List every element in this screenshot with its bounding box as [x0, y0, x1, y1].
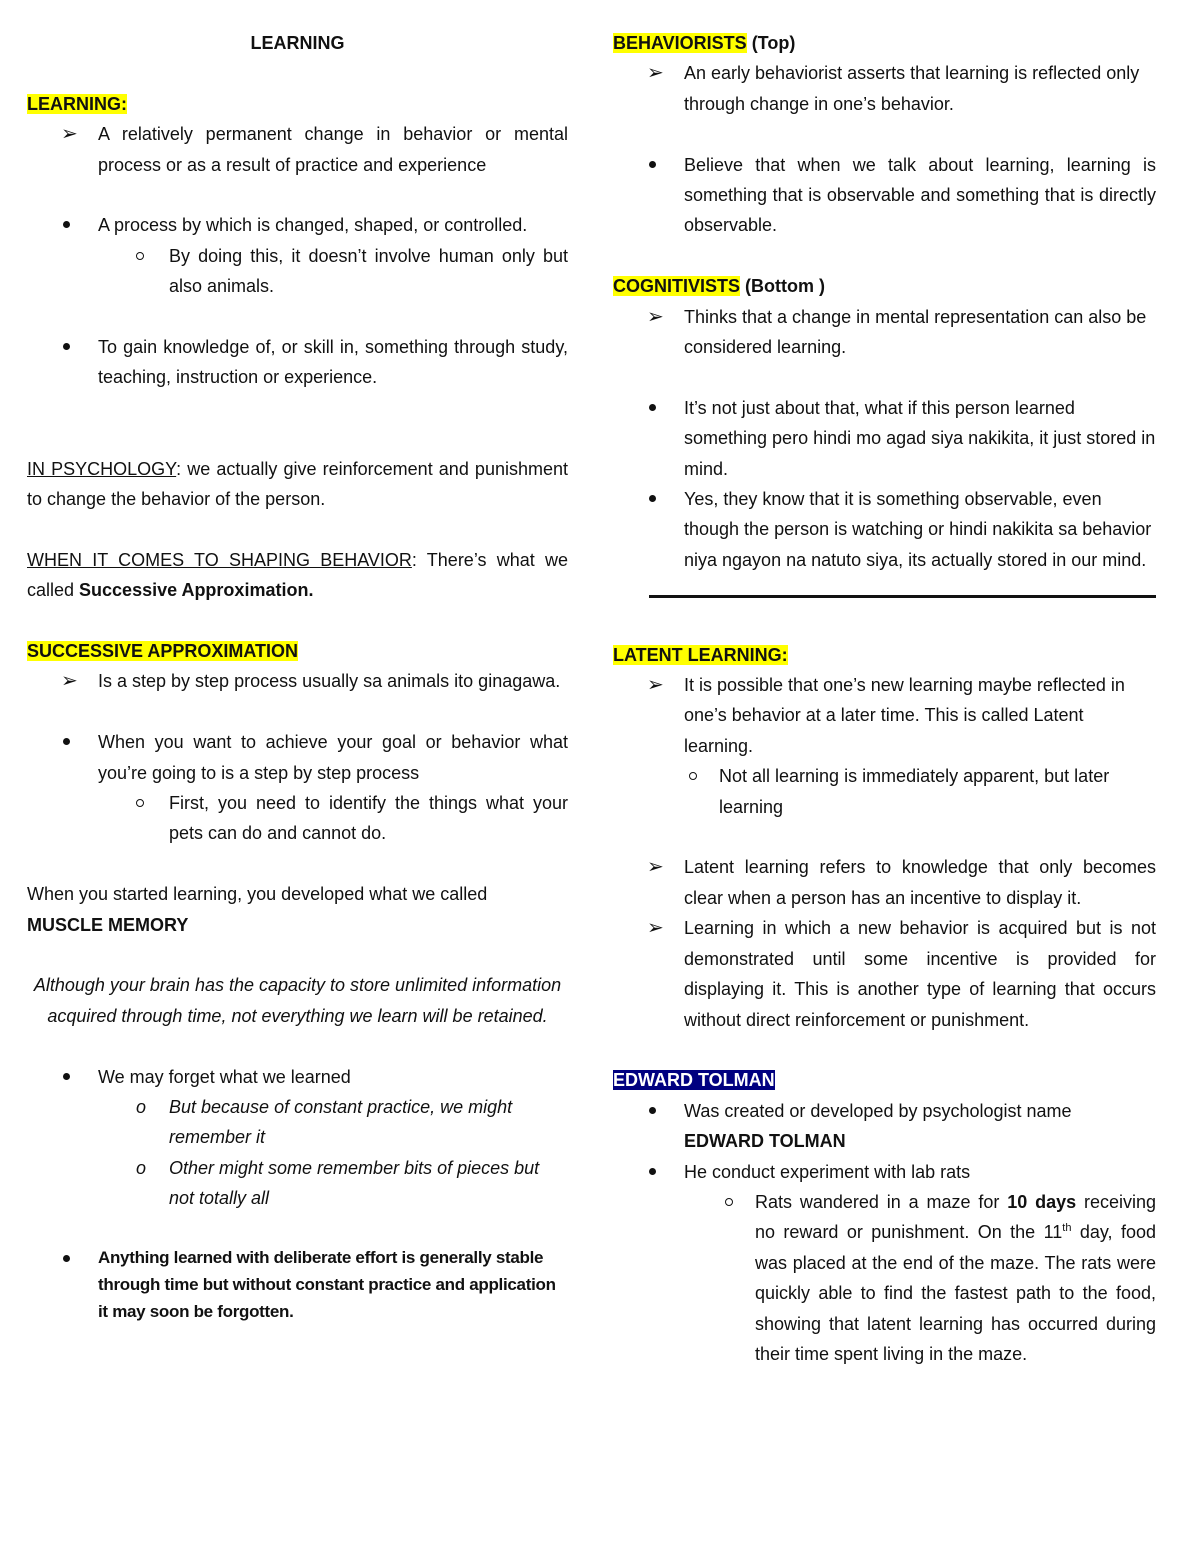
sa-first: First, you need to identify the things what your pets can do and cannot do.	[169, 793, 568, 844]
list-item	[27, 727, 568, 788]
list-item	[27, 1092, 568, 1153]
list-item	[613, 1157, 1156, 1187]
shaping-text: : There’s what we called	[27, 549, 568, 601]
rats-text-a: Rats wandered in a maze for	[755, 1191, 1008, 1212]
list-item	[27, 210, 568, 240]
arrow-bullet-icon: ➢	[647, 917, 664, 940]
muscle-memory-text: When you started learning, you developed what we called	[27, 884, 488, 905]
process-sub: By doing this, it doesn’t involve human only but also animals.	[169, 245, 568, 297]
shaping-paragraph	[27, 545, 568, 606]
list-item	[27, 241, 568, 302]
list-item	[613, 484, 1156, 575]
bullet-dot-icon	[649, 404, 656, 411]
list-item	[27, 1244, 568, 1325]
list-item	[613, 761, 1156, 822]
effort-bullet: Anything learned with deliberate effort is generally stable through time but without constant practice and application it may soon be forgotten.	[98, 1248, 556, 1322]
cognitivist-bullet-2: Yes, they know that it is something observable, even though the person is watching or hindi nakikita sa behavior niya ngayon na natuto siya, its actually stored in our mind.	[684, 489, 1152, 570]
cognitivist-bullet-1: It’s not just about that, what if this person learned something pero hindi mo agad siya nakikita, it just stored in mind.	[684, 397, 1156, 479]
list-item	[613, 150, 1156, 241]
page-title: LEARNING	[250, 33, 345, 53]
right-column	[613, 28, 1156, 1369]
learning-heading	[27, 89, 568, 119]
tolman-bullet-1: Was created or developed by psychologist name	[684, 1100, 1072, 1121]
successive-approximation-heading	[27, 636, 568, 666]
latent-arrow-1: It is possible that one’s new learning maybe reflected in one’s behavior at a later time. This is called Latent learning.	[684, 675, 1125, 756]
list-item	[613, 670, 1156, 761]
cognitivist-arrow: Thinks that a change in mental representation can also be considered learning.	[684, 306, 1147, 358]
list-item	[613, 852, 1156, 913]
gain-bullet: To gain knowledge of, or skill in, something through study, teaching, instruction or experience.	[98, 337, 568, 388]
learning-heading-label: LEARNING:	[27, 93, 127, 114]
rats-text-c: day, food was placed at the end of the maze. The rats were quickly able to find the fastest path to the food, showing that latent learning has occurred during their time spent living in the maze.	[755, 1222, 1156, 1364]
arrow-bullet-icon: ➢	[647, 674, 664, 697]
list-item	[27, 788, 568, 849]
behaviorists-suffix: (Top)	[746, 33, 796, 53]
circle-bullet-icon: o	[136, 1157, 147, 1178]
sa-definition: Is a step by step process usually sa animals ito ginagawa.	[98, 671, 561, 692]
arrow-bullet-icon: ➢	[61, 123, 78, 146]
list-item	[613, 302, 1156, 363]
bullet-dot-icon	[649, 1107, 656, 1114]
psychology-paragraph	[27, 454, 568, 515]
arrow-bullet-icon: ➢	[61, 670, 78, 693]
left-column	[27, 28, 568, 1325]
circle-bullet-icon	[136, 252, 144, 260]
list-item	[27, 1062, 568, 1092]
latent-arrow-2: Latent learning refers to knowledge that only becomes clear when a person has an incentive to display it.	[684, 857, 1156, 908]
process-bullet: A process by which is changed, shaped, or controlled.	[98, 215, 528, 236]
list-item	[613, 58, 1156, 119]
tolman-label: EDWARD TOLMAN	[613, 1070, 775, 1091]
list-item	[613, 1187, 1156, 1369]
latent-arrow-3: Learning in which a new behavior is acquired but is not demonstrated until some incentive is provided for displaying it. This is another type of learning that occurs without direct reinforcement or punishment.	[684, 918, 1156, 1030]
latent-label: LATENT LEARNING:	[613, 644, 788, 665]
bullet-dot-icon	[649, 161, 656, 168]
behaviorist-arrow: An early behaviorist asserts that learning is reflected only through change in one’s behavior.	[684, 63, 1140, 114]
circle-bullet-icon	[136, 799, 144, 807]
brain-quote: Although your brain has the capacity to store unlimited information acquired through time, not everything we learn will be retained.	[33, 975, 562, 1026]
latent-sub: Not all learning is immediately apparent, but later learning	[719, 766, 1110, 817]
cognitivists-label: COGNITIVISTS	[613, 276, 741, 297]
behaviorists-heading	[613, 28, 1156, 58]
list-item	[613, 393, 1156, 484]
psychology-text: : we actually give reinforcement and punishment to change the behavior of the person.	[27, 458, 568, 510]
list-item	[613, 913, 1156, 1035]
bullet-dot-icon	[649, 495, 656, 502]
latent-learning-heading	[613, 640, 1156, 670]
forget-bullet: We may forget what we learned	[98, 1066, 351, 1087]
edward-tolman-heading	[613, 1065, 1156, 1095]
bullet-dot-icon	[63, 221, 70, 228]
psychology-label: IN PSYCHOLOGY	[27, 458, 177, 479]
tolman-name: EDWARD TOLMAN	[684, 1131, 846, 1152]
cognitivists-heading	[613, 271, 1156, 301]
rats-text-b: receiving no reward or punishment. On the 11	[755, 1191, 1156, 1243]
arrow-bullet-icon: ➢	[647, 305, 664, 328]
bullet-dot-icon	[63, 343, 70, 350]
list-item	[27, 332, 568, 393]
sa-heading-label: SUCCESSIVE APPROXIMATION	[27, 641, 299, 662]
muscle-memory-bold: MUSCLE MEMORY	[27, 914, 189, 935]
bullet-dot-icon	[649, 1168, 656, 1175]
cognitivists-suffix: (Bottom )	[740, 276, 825, 297]
tolman-bullet-2: He conduct experiment with lab rats	[684, 1161, 971, 1182]
behaviorist-bullet: Believe that when we talk about learning, learning is something that is observable and something that is directly observable.	[684, 154, 1156, 236]
forget-sub-2: Other might some remember bits of pieces but not totally all	[169, 1157, 540, 1209]
rats-days: 10 days	[1007, 1191, 1077, 1212]
sa-goal: When you want to achieve your goal or behavior what you’re going to is a step by step process	[98, 732, 568, 783]
section-divider	[649, 595, 1156, 598]
bullet-dot-icon	[63, 1255, 70, 1262]
arrow-bullet-icon: ➢	[647, 856, 664, 879]
circle-bullet-icon	[689, 772, 697, 780]
shaping-label: WHEN IT COMES TO SHAPING BEHAVIOR	[27, 549, 412, 570]
shaping-bold: Successive Approximation.	[79, 580, 314, 601]
list-item	[613, 1096, 1156, 1126]
circle-bullet-icon: o	[136, 1097, 147, 1118]
bullet-dot-icon	[63, 1073, 70, 1080]
forget-sub-1: But because of constant practice, we might remember it	[169, 1097, 513, 1148]
learning-definition: A relatively permanent change in behavior or mental process or as a result of practice and experience	[98, 124, 568, 175]
list-item	[27, 119, 568, 180]
behaviorists-label: BEHAVIORISTS	[613, 33, 747, 53]
list-item	[27, 1153, 568, 1214]
bullet-dot-icon	[63, 738, 70, 745]
circle-bullet-icon	[725, 1198, 733, 1206]
list-item	[27, 666, 568, 696]
arrow-bullet-icon: ➢	[647, 62, 664, 85]
rats-ordinal: th	[1062, 1222, 1072, 1235]
